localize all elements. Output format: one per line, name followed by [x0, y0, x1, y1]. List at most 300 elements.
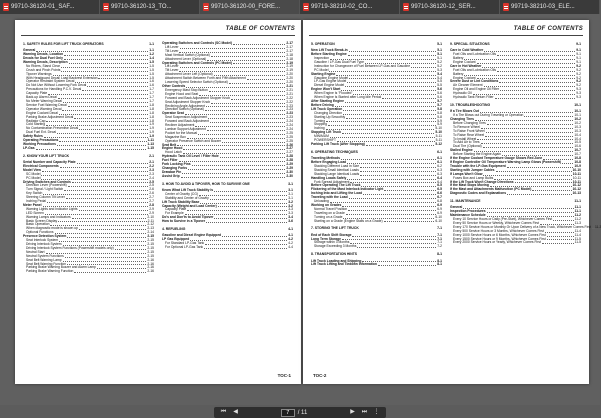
toc-dot-leader [547, 234, 574, 237]
toc-dot-leader [42, 169, 148, 172]
toc-entry-title: Cold Starting [26, 122, 46, 127]
toc-dot-leader [360, 169, 436, 172]
toc-entry-title: Capacity Plate [26, 91, 48, 96]
toc-dot-leader [464, 73, 575, 76]
toc-entry-page: 3-2 [288, 199, 293, 204]
toc-entry-title: Do Not Use Without Lowering Fork Decal [26, 83, 87, 88]
toc-entry-page: 3-1 [288, 191, 293, 196]
toc-entry-title: Traveling Methods [311, 156, 340, 161]
toc-entry-page: 2-30 [286, 169, 293, 174]
toc-dot-leader [192, 163, 286, 166]
toc-entry-page: 2-21 [286, 87, 293, 92]
toc-entry-title: For Optional LP-Gas Tank [165, 245, 204, 249]
toc-entry-title: To Raise Rear Wheel [453, 132, 485, 137]
toc-section [23, 154, 154, 158]
toc-dot-leader [411, 65, 436, 68]
toc-entry-page: 9-2 [576, 79, 581, 84]
toc-section-heading[interactable] [311, 226, 442, 230]
toc-dot-leader [346, 212, 436, 215]
toc-entry-title: Tilt Lever [165, 68, 179, 73]
toc-dot-leader [47, 200, 148, 203]
toc-entry-page: 2-25 [286, 130, 293, 135]
toc-section-page: 8-1 [437, 252, 442, 257]
toc-entry-title: Unloading [314, 199, 329, 204]
toc-dot-leader [357, 245, 436, 248]
toc-entry-page: 1-5 [149, 75, 154, 80]
toc-entry-title: Every 1000 Service Hours or 6 Months, Whichever Comes First [453, 232, 546, 237]
toc-dot-leader [342, 204, 436, 207]
toc-section-page: 5-1 [437, 42, 442, 46]
toc-dot-leader [330, 200, 436, 203]
toc-entry-page: 2-21 [286, 83, 293, 88]
toc-entry-page: 1-6 [149, 83, 154, 88]
toc-entry-title: Lift Truck Stability Base [162, 199, 200, 204]
toc-entry-title: Tilt Lever [165, 48, 179, 53]
toc-entry-page: 2-20 [286, 72, 293, 77]
toc-dot-leader [499, 80, 575, 83]
toc-entry-page: 10-4 [574, 136, 581, 141]
toc-entry-page: 7-2 [437, 244, 442, 249]
toc-entry-title: Operator Presence Switch and Buzzer [165, 138, 222, 143]
toc-entry-title: Stopping [314, 122, 328, 127]
toc-entry-title: Other Controls [162, 83, 186, 88]
toc-entry-title: Driving Switches and Controls [23, 179, 71, 184]
toc-entry-title: Lift Truck Loading and Shipping [311, 258, 362, 263]
toc-section [450, 49, 581, 100]
toc-entry-title: When Engine Is "Flooded" [314, 91, 353, 96]
toc-entry-page: 1-5 [149, 71, 154, 76]
menu-icon[interactable]: ⋮ [373, 409, 380, 415]
toc-entry-page: 2-16 [147, 257, 154, 262]
toc-entry-page: 1-7 [149, 98, 154, 103]
document-tab[interactable] [400, 0, 500, 14]
toc-dot-leader [483, 173, 571, 176]
toc-entry-page: 1-4 [149, 56, 154, 61]
toc-entry-page: 2-29 [286, 166, 293, 170]
toc-dot-leader [48, 92, 148, 95]
toc-entry-page: 10-1 [574, 113, 581, 118]
toc-entry-page: 2-3 [149, 171, 154, 176]
toc-entry-page: 1-7 [149, 95, 154, 100]
toc-entry-page: 1-9 [149, 130, 154, 135]
toc-entry-page: 1-15 [147, 145, 154, 150]
toc-entry-title: Engine Oil and Engine Oil Filter [453, 87, 499, 92]
toc-section [311, 49, 442, 147]
tab-label: 99710-36120-12_SER... [411, 4, 476, 10]
toc-entry-page: 6-1 [437, 156, 442, 161]
toc-entry-title: Seat Suspension Adjustment [165, 115, 208, 120]
toc-entry[interactable] [23, 147, 154, 151]
toc-dot-leader [214, 216, 287, 219]
toc-entry-title: Parking Brake Adjustment Decal [26, 114, 74, 119]
toc-dot-leader [61, 69, 148, 72]
toc-dot-leader [79, 208, 149, 211]
toc-entry-title: Fuses Box and Lamp Bulbs [453, 175, 494, 180]
toc-entry-title: When Engine Is Started after Long Idle Period [314, 95, 382, 100]
toc-dot-leader [481, 126, 573, 129]
toc-entry-title: Stopping Lift Truck [311, 130, 342, 135]
pdf-viewer-area[interactable] [0, 14, 601, 416]
toc-entry-page: 10-8 [574, 159, 581, 164]
toc-dot-leader [487, 122, 574, 125]
page-number-input[interactable]: 7 [281, 409, 295, 417]
toc-entry-title: Turn Signal / Light Switch [26, 187, 64, 192]
toc-section [311, 157, 442, 223]
toc-entry-page: 2-24 [286, 119, 293, 124]
toc-entry-page: 2-15 [147, 245, 154, 250]
toc-dot-leader [231, 97, 285, 100]
toc-entry-title: General [450, 205, 463, 210]
toc-entry-title: Inspection Procedures [450, 209, 486, 214]
toc-dot-leader [218, 205, 288, 208]
toc-entry-title: Every 50 Service Hours or Weekly, Whichever Comes First [453, 220, 539, 225]
toc-entry-page: 7-1 [437, 232, 442, 237]
toc-entry-title: Operator Restraint System Decal [26, 79, 75, 84]
document-tab[interactable] [200, 0, 300, 14]
toc-dot-leader [180, 65, 286, 68]
toc-entry-page: 2-8 [149, 202, 154, 207]
toc-entry-title: Parking Lift Truck (After Stopping) [311, 141, 365, 146]
toc-entry-page: 9-2 [576, 71, 581, 76]
toc-entry-title: Engine Coolant [453, 59, 476, 64]
toc-dot-leader [181, 175, 286, 178]
toc-entry-page: 1-8 [149, 118, 154, 123]
toc-entry-page: 5-8 [437, 106, 442, 111]
toc-dot-leader [60, 165, 149, 168]
toc-section [311, 252, 442, 256]
toc-entry-page: 2-23 [286, 103, 293, 108]
toc-entry-title: Seat Belt Warning Lamp [26, 257, 62, 262]
toc-dot-leader [79, 227, 147, 230]
toc-entry[interactable] [311, 263, 442, 267]
toc-section [162, 42, 293, 179]
toc-section-heading[interactable] [311, 150, 442, 154]
toc-entry-title: Forward and Back Adjustment [165, 119, 209, 124]
toc-section-title: 3. HOW TO AVOID A TIPOVER, HOW TO SURVIVE ONE [162, 181, 250, 186]
pdf-file-icon [503, 3, 509, 11]
toc-entry-page: 5-10 [435, 130, 442, 135]
toc-entry-title: Care in Hot Weather [450, 63, 482, 68]
toc-entry-title: Changing Forks [162, 166, 188, 170]
toc-section [450, 110, 581, 196]
toc-entry-title: Traveling with the Load [311, 195, 348, 200]
toc-entry[interactable] [311, 220, 442, 224]
toc-entry-title: When diagnostic mode is shown up [26, 226, 78, 231]
toc-entry-page: 11-1 [574, 205, 581, 210]
toc-entry-page: 2-15 [147, 238, 154, 243]
toc-entry[interactable] [311, 245, 442, 249]
pdf-file-icon [3, 3, 9, 11]
toc-entry-page: 11-3 [574, 220, 581, 225]
toc-section-heading[interactable] [162, 182, 293, 186]
toc-entry-title: Parking Brake Warning Function [26, 269, 74, 274]
toc-entry[interactable] [311, 143, 442, 147]
toc-entry-page: 2-15 [147, 242, 154, 246]
toc-entry-title: Driving Interlock System Functions (Powershift models only) [26, 245, 114, 250]
toc-dot-leader [496, 169, 572, 172]
toc-section-heading[interactable] [162, 227, 293, 231]
toc-entry-title: Battery [453, 71, 464, 76]
toc-section-heading[interactable] [450, 42, 581, 46]
toc-dot-leader [72, 181, 148, 184]
toc-dot-leader [69, 61, 149, 64]
toc-section-heading[interactable] [311, 252, 442, 256]
next-page-icon[interactable]: ▶ [350, 409, 355, 415]
toc-entry-page: 5-11 [435, 134, 442, 139]
toc-entry-title: After Starting Engine [311, 98, 344, 103]
toc-section-title: 9. SPECIAL SITUATIONS [450, 42, 490, 46]
toc-dot-leader [495, 96, 576, 99]
toc-dot-leader [46, 120, 148, 123]
toc-entry-page: 6-10 [435, 218, 442, 223]
toc-dot-leader [481, 141, 574, 144]
toc-entry-title: Mast Vertical Switch (Optional) [165, 52, 210, 57]
toc-entry-page: 5-5 [437, 79, 442, 84]
toc-entry-title: Basic Operation [26, 222, 50, 227]
toc-entry-title: Operating Switches and Controls (SC Model) [162, 41, 233, 45]
toc-entry-page: 1-5 [149, 59, 154, 64]
toc-dot-leader [180, 46, 286, 49]
toc-dot-leader [547, 238, 574, 241]
toc-dot-leader [247, 77, 286, 80]
toc-entry-page: 3-4 [288, 215, 293, 220]
toc-entry-page: 6-10 [435, 214, 442, 219]
toc-entry-title: Inching Into and Lifting the Load [311, 191, 363, 196]
toc-entry-title: Seat Adjustment Stopper Knob [165, 99, 211, 104]
toc-entry-title: Lift Truck Lifting and Tiedown Information [311, 262, 377, 267]
toc-entry-page: 11-4 [574, 232, 581, 237]
toc-dot-leader [343, 108, 436, 111]
toc-dot-leader [343, 112, 436, 115]
toc-entry-page: 11-5 [574, 236, 581, 241]
toc-section-heading[interactable] [23, 154, 154, 158]
toc-entry-page: 2-2 [149, 163, 154, 168]
toc-entry-title: Operating Precautions [23, 138, 59, 143]
toc-entry[interactable] [162, 220, 293, 224]
toc-section [311, 42, 442, 46]
toc-entry-page: 9-1 [576, 59, 581, 64]
toc-entry-title: New Lift Truck Break-in [311, 48, 348, 53]
toc-dot-leader [222, 140, 285, 143]
toc-entry-title: Lift Lever [165, 44, 179, 49]
toc-entry-title: SC Model [26, 171, 41, 176]
toc-dot-leader [233, 42, 285, 45]
toc-section-page: 3-1 [288, 181, 293, 186]
toc-section [450, 205, 601, 245]
toc-entry-title: Serial Number and Capacity Plate [23, 159, 76, 164]
toc-entry-page: 6-9 [437, 202, 442, 207]
toc-entry-title: Optional Functions [26, 230, 54, 235]
document-tab[interactable] [0, 0, 100, 14]
toc-dot-leader [44, 135, 148, 138]
toc-dot-leader [329, 69, 436, 72]
toc-dot-leader [209, 89, 286, 92]
toc-entry-title: Before Operating The Lift Truck [311, 183, 361, 188]
toc-entry-title: Fuel Oils and Lubrication Oils [453, 52, 497, 57]
toc-entry-page: 2-9 [149, 210, 154, 215]
toc-dot-leader [210, 120, 285, 123]
toc-dot-leader [345, 100, 436, 103]
toc-dot-leader [57, 143, 146, 146]
toc-entry[interactable] [450, 192, 581, 196]
toc-entry-page: 5-7 [437, 102, 442, 107]
toc-entry-title: Changing Direction [314, 110, 343, 115]
toc-dot-leader [326, 127, 435, 130]
tab-label: 99710-36120-01_SAF... [11, 4, 75, 10]
toc-entry-title: Diagnostic Codes and Explanations [450, 191, 507, 196]
last-page-icon[interactable]: ⏭ [361, 409, 368, 415]
toc-entry-page: 6-3 [437, 167, 442, 172]
toc-entry-title: Model View [23, 167, 41, 172]
toc-section-heading[interactable] [450, 199, 581, 203]
toc-section [23, 161, 154, 274]
toc-entry-page: 10-11 [572, 179, 581, 184]
toc-dot-leader [477, 61, 576, 64]
toc-dot-leader [350, 241, 436, 244]
toc-section-page: 1-1 [149, 42, 154, 46]
toc-entry-page: 1-7 [149, 87, 154, 92]
toc-entry-page: 2-10 [147, 214, 154, 219]
toc-entry-page: 2-23 [286, 111, 293, 116]
toc-entry-page: 5-4 [437, 75, 442, 80]
toc-entry-title: Hydraulic Oil [453, 91, 472, 96]
toc-entry-title: Starting with Jumper Cables [450, 167, 495, 172]
toc-section-page: 9-1 [576, 42, 581, 46]
toc-entry-page: 5-10 [435, 126, 442, 131]
toc-entry-page: 6-3 [437, 171, 442, 176]
toc-entry-title: MINIMUM [314, 134, 329, 139]
toc-entry-page: 5-5 [437, 83, 442, 88]
toc-dot-leader [542, 241, 574, 244]
toc-section [311, 226, 442, 230]
toc-entry-title: Decals for Dual Fuel Only [23, 56, 63, 61]
first-page-icon[interactable]: ⏮ [220, 409, 227, 415]
toc-dot-leader [36, 147, 147, 150]
toc-dot-leader [349, 49, 437, 52]
toc-entry-title: Instruction for Changeover of Fuel Between LP-Gas and Gasoline [314, 63, 411, 68]
toc-dot-leader [179, 159, 286, 162]
toc-section [23, 49, 154, 151]
previous-page-icon[interactable]: ◀ [233, 409, 238, 415]
toc-column-1 [23, 42, 154, 366]
toc-entry-page: 5-4 [437, 71, 442, 76]
toc-entry-title: Stacking Different Load in Size [314, 163, 360, 168]
toc-section-heading[interactable] [311, 42, 442, 46]
toc-entry[interactable] [162, 175, 293, 179]
toc-dot-leader [341, 157, 436, 160]
toc-dot-leader [79, 127, 148, 130]
toc-section [311, 234, 442, 250]
toc-entry-page: 2-23 [286, 115, 293, 120]
toc-entry-page: 6-1 [437, 159, 442, 164]
toc-entry-title: Meter Panel [23, 202, 42, 207]
toc-dot-leader [330, 135, 435, 138]
toc-section-title: 11. MAINTENANCE [450, 199, 481, 204]
toc-entry-title: Hood Latch [165, 150, 182, 155]
toc-dot-leader [346, 116, 436, 119]
toc-entry-page: 9-2 [576, 67, 581, 72]
document-tab[interactable] [500, 0, 600, 14]
toc-columns [311, 42, 601, 366]
toc-entry-title: Operator Warning Decal [26, 106, 62, 111]
toc-entry-title: Attachment Lever (Optional) [165, 56, 207, 61]
toc-entry-page: 5-7 [437, 98, 442, 103]
toc-entry-title: Handling Loads Safely [311, 175, 347, 180]
toc-entry-title: Fork Locking Pins [162, 162, 191, 167]
toc-section [162, 182, 293, 186]
toc-dot-leader [553, 218, 574, 221]
toc-entry[interactable] [23, 270, 154, 274]
toc-dot-leader [233, 62, 285, 65]
toc-dot-leader [55, 231, 147, 234]
toc-entry-title: Diesel Engine Model [314, 83, 345, 88]
toc-entry[interactable] [450, 96, 581, 100]
toc-entry-title: Trouble with the LP-Gas Equipment [450, 163, 506, 168]
document-tab[interactable] [300, 0, 400, 14]
tab-label: 99719-38210-02_CO... [311, 4, 373, 10]
toc-entry-title: Lumbar Support Adjustment [165, 126, 206, 131]
toc-entry-page: 3-1 [288, 195, 293, 200]
toc-entry[interactable] [450, 241, 581, 245]
toc-entry-title: Air Cleaner Element [453, 83, 483, 88]
toc-entry-page: 2-18 [286, 52, 293, 57]
toc-entry-title: To Raise Front Wheel [453, 128, 485, 133]
toc-dot-leader [98, 77, 148, 80]
toc-entry[interactable] [162, 246, 293, 250]
toc-entry-page: 10-1 [574, 109, 581, 114]
toc-entry-title: Working Precautions [23, 141, 56, 146]
toc-entry-title: If a Tire Blows Out [450, 109, 479, 114]
toc-entry-title: Service Fuel Warning Decal [26, 102, 67, 107]
toc-dot-leader [65, 255, 147, 258]
toc-entry-page: 10-11 [572, 175, 581, 180]
toc-entry-page: 5-1 [437, 52, 442, 57]
toc-entry-page: 1-11 [147, 138, 154, 143]
toc-dot-leader [220, 155, 286, 158]
toc-entry-title: Traveling on a Grade [314, 210, 345, 215]
toc-entry-title: Direction Switch (Optional) [165, 107, 205, 112]
toc-section-page: 7-1 [437, 226, 442, 231]
document-tab[interactable] [100, 0, 200, 14]
toc-entry-title: Presence Detection System [23, 234, 67, 239]
toc-dot-leader [532, 188, 571, 191]
toc-entry-title: Pocket for the Manual [165, 130, 198, 135]
toc-entry-title: LED Screen [26, 210, 44, 215]
toc-entry-title: Warning Lights and Indicator Lights [26, 206, 78, 211]
toc-dot-leader [515, 181, 572, 184]
toc-dot-leader [211, 54, 286, 57]
toc-dot-leader [59, 239, 146, 242]
toc-entry-title: Precautions for Handling P.C.V. Decal [26, 87, 82, 92]
toc-dot-leader [336, 73, 436, 76]
toc-entry-title: Starting Up Smoothly [314, 114, 346, 119]
toc-dot-leader [205, 108, 285, 111]
pager-center-group [281, 409, 308, 417]
toc-dot-leader [326, 120, 436, 123]
toc-dot-leader [497, 69, 575, 72]
toc-dot-leader [195, 124, 285, 127]
toc-entry-page: 1-1 [149, 48, 154, 53]
toc-entry-page: 3-3 [288, 211, 293, 216]
toc-entry-page: 9-1 [576, 56, 581, 61]
toc-entry-page: 11-2 [574, 213, 581, 218]
toc-entry-title: If the Mast and Attachments Malfunction (PC Model) [450, 187, 532, 192]
toc-dot-leader [115, 247, 147, 250]
toc-entry-title: LP Gas Equipped [162, 237, 190, 242]
toc-entry-title: Seat Belt Warning Function [26, 261, 67, 266]
toc-section-heading[interactable] [23, 42, 154, 46]
toc-section-heading[interactable] [450, 103, 581, 107]
